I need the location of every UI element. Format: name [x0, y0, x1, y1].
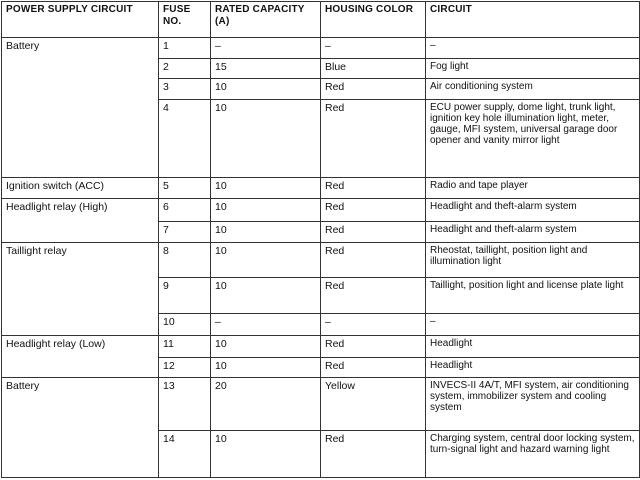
fuse-no-cell: 4: [159, 99, 211, 177]
housing-color-cell: Yellow: [321, 378, 426, 430]
fuse-no-cell: 13: [159, 378, 211, 430]
fuse-no-cell: 2: [159, 58, 211, 79]
housing-color-cell: Red: [321, 336, 426, 358]
housing-color-cell: Red: [321, 99, 426, 177]
fuse-table: [1, 1, 640, 478]
circuit-cell: Fog light: [426, 58, 640, 79]
fuse-no-cell: 7: [159, 221, 211, 242]
housing-color-cell: –: [321, 38, 426, 59]
power-supply-cell: Headlight relay (Low): [2, 336, 159, 378]
fuse-no-cell: 5: [159, 177, 211, 199]
rated-capacity-cell: 10: [211, 336, 321, 358]
circuit-cell: Headlight: [426, 336, 640, 358]
fuse-no-cell: 1: [159, 38, 211, 59]
power-supply-cell: Battery: [2, 38, 159, 178]
circuit-cell: Air conditioning system: [426, 79, 640, 100]
fuse-no-cell: 8: [159, 242, 211, 278]
circuit-cell: Headlight and theft-alarm system: [426, 199, 640, 222]
rated-capacity-cell: 10: [211, 430, 321, 477]
housing-color-cell: Red: [321, 177, 426, 199]
housing-color-cell: Red: [321, 221, 426, 242]
header-circuit: CIRCUIT: [426, 2, 640, 38]
rated-capacity-cell: 10: [211, 242, 321, 278]
fuse-no-cell: 10: [159, 314, 211, 336]
circuit-cell: Rheostat, taillight, position light and illumination light: [426, 242, 640, 278]
header-housing-color: HOUSING COLOR: [321, 2, 426, 38]
rated-capacity-cell: –: [211, 38, 321, 59]
table-header: [2, 2, 640, 38]
header-power-supply-circuit: POWER SUPPLY CIRCUIT: [2, 2, 159, 38]
table-body: [2, 38, 640, 478]
fuse-no-cell: 6: [159, 199, 211, 222]
power-supply-cell: Headlight relay (High): [2, 199, 159, 242]
circuit-cell: –: [426, 314, 640, 336]
table-row: [2, 38, 640, 59]
rated-capacity-cell: 10: [211, 199, 321, 222]
table-row: [2, 336, 640, 358]
rated-capacity-cell: 10: [211, 79, 321, 100]
rated-capacity-cell: 10: [211, 221, 321, 242]
table-row: [2, 242, 640, 278]
circuit-cell: –: [426, 38, 640, 59]
housing-color-cell: Red: [321, 199, 426, 222]
header-fuse-no: FUSE NO.: [159, 2, 211, 38]
housing-color-cell: Red: [321, 278, 426, 314]
circuit-cell: Headlight: [426, 357, 640, 378]
rated-capacity-cell: –: [211, 314, 321, 336]
fuse-no-cell: 14: [159, 430, 211, 477]
rated-capacity-cell: 10: [211, 357, 321, 378]
circuit-cell: Taillight, position light and license plate light: [426, 278, 640, 314]
rated-capacity-cell: 20: [211, 378, 321, 430]
power-supply-cell: Ignition switch (ACC): [2, 177, 159, 199]
housing-color-cell: Red: [321, 357, 426, 378]
rated-capacity-cell: 10: [211, 99, 321, 177]
rated-capacity-cell: 10: [211, 177, 321, 199]
circuit-cell: ECU power supply, dome light, trunk light, ignition key hole illumination light, meter, gauge, MFI system, universal garage door opener and vanity mirror light: [426, 99, 640, 177]
fuse-no-cell: 3: [159, 79, 211, 100]
table-row: [2, 378, 640, 430]
circuit-cell: INVECS-II 4A/T, MFI system, air conditioning system, immobilizer system and cooling system: [426, 378, 640, 430]
power-supply-cell: Battery: [2, 378, 159, 478]
power-supply-cell: Taillight relay: [2, 242, 159, 336]
fuse-no-cell: 12: [159, 357, 211, 378]
circuit-cell: Radio and tape player: [426, 177, 640, 199]
header-rated-capacity: RATED CAPACITY (A): [211, 2, 321, 38]
fuse-no-cell: 11: [159, 336, 211, 358]
housing-color-cell: Red: [321, 242, 426, 278]
header-row: [2, 2, 640, 38]
rated-capacity-cell: 10: [211, 278, 321, 314]
housing-color-cell: Red: [321, 430, 426, 477]
housing-color-cell: Red: [321, 79, 426, 100]
housing-color-cell: Blue: [321, 58, 426, 79]
circuit-cell: Charging system, central door locking system, turn-signal light and hazard warning light: [426, 430, 640, 477]
table-row: [2, 177, 640, 199]
rated-capacity-cell: 15: [211, 58, 321, 79]
housing-color-cell: –: [321, 314, 426, 336]
fuse-no-cell: 9: [159, 278, 211, 314]
table-row: [2, 199, 640, 222]
circuit-cell: Headlight and theft-alarm system: [426, 221, 640, 242]
